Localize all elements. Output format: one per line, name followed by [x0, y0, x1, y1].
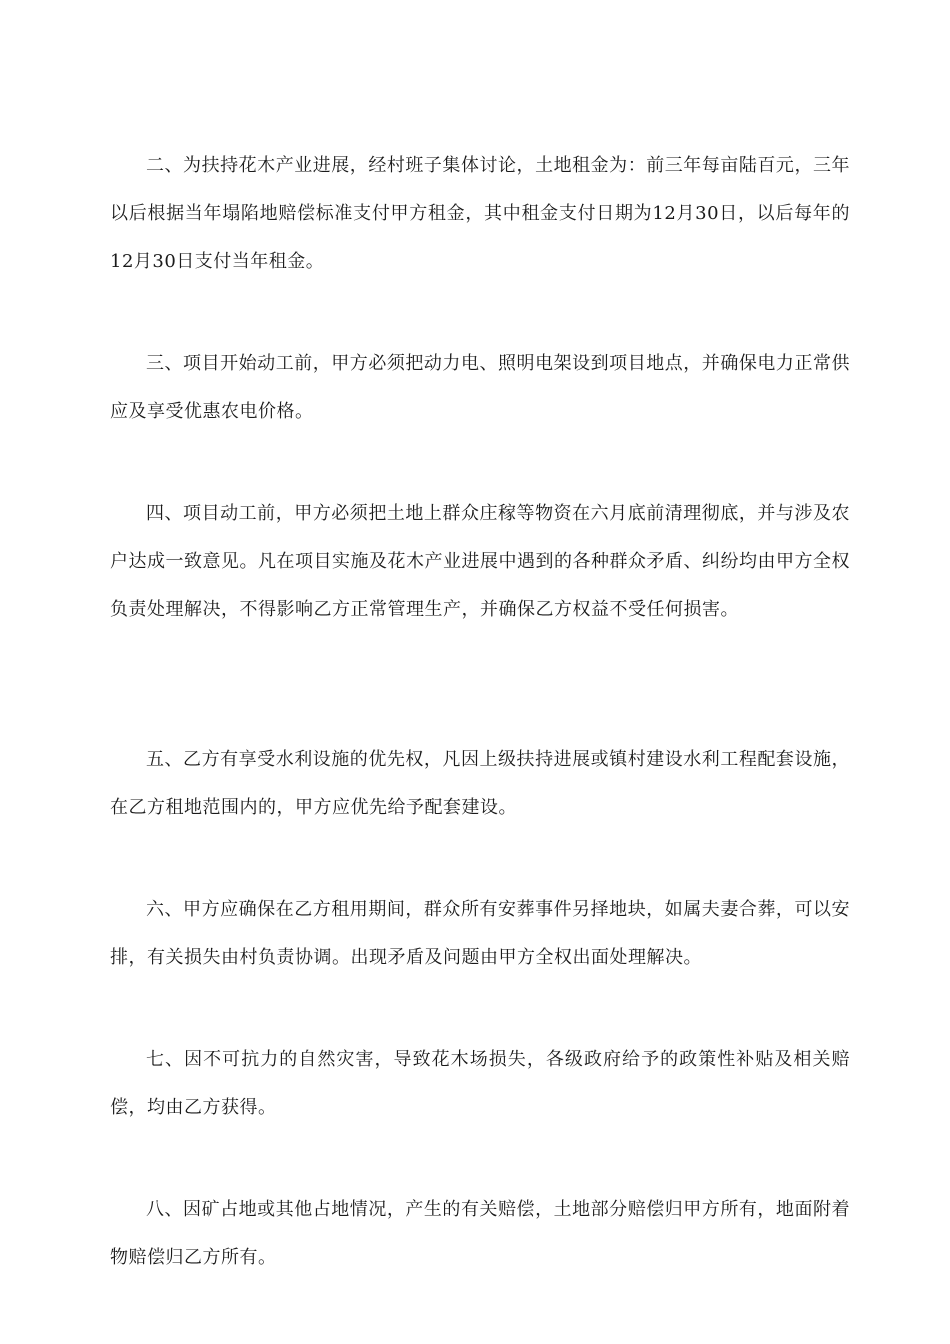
- clause-2-rent: 二、为扶持花木产业进展，经村班子集体讨论，土地租金为：前三年每亩陆百元，三年以后根据当年塌陷地赔偿标准支付甲方租金，其中租金支付日期为12月30日，以后每年的12月30日支付当年租金。: [110, 155, 850, 272]
- clause-6-burial: 六、甲方应确保在乙方租用期间，群众所有安葬事件另择地块，如属夫妻合葬，可以安排，有关损失由村负责协调。出现矛盾及问题由甲方全权出面处理解决。: [110, 899, 850, 968]
- clause-5-water-facilities: 五、乙方有享受水利设施的优先权，凡因上级扶持进展或镇村建设水利工程配套设施，在乙方租地范围内的，甲方应优先给予配套建设。: [110, 749, 850, 818]
- clause-7-force-majeure: 七、因不可抗力的自然灾害，导致花木场损失，各级政府给予的政策性补贴及相关赔偿，均由乙方获得。: [110, 1049, 850, 1118]
- clause-8-compensation: 八、因矿占地或其他占地情况，产生的有关赔偿，土地部分赔偿归甲方所有，地面附着物赔偿归乙方所有。: [110, 1199, 850, 1268]
- clause-4-land-clearing: 四、项目动工前，甲方必须把土地上群众庄稼等物资在六月底前清理彻底，并与涉及农户达成一致意见。凡在项目实施及花木产业进展中遇到的各种群众矛盾、纠纷均由甲方全权负责处理解决，不得影响乙方正常管理生产，并确保乙方权益不受任何损害。: [110, 503, 850, 620]
- clause-3-power-supply: 三、项目开始动工前，甲方必须把动力电、照明电架设到项目地点，并确保电力正常供应及享受优惠农电价格。: [110, 353, 850, 422]
